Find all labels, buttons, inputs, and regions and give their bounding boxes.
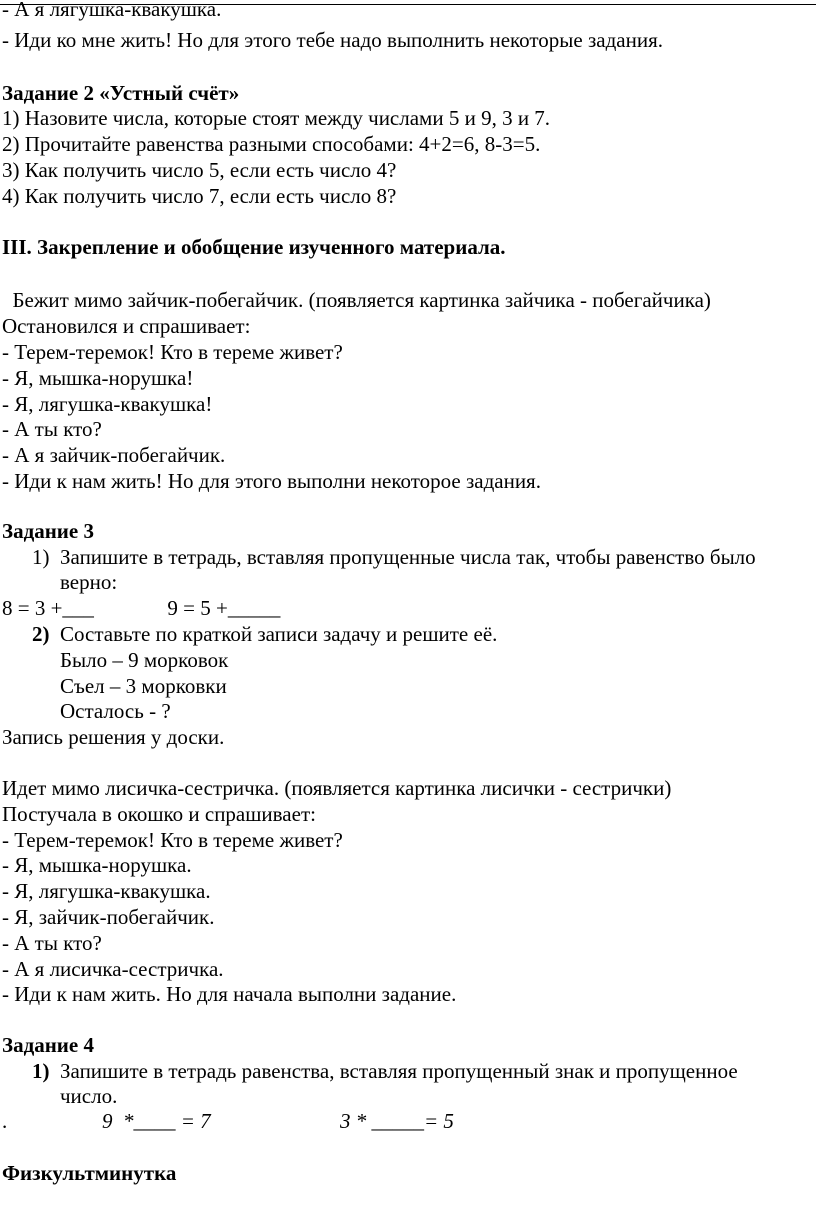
task3-heading: Задание 3 <box>2 519 94 543</box>
hare-line: Остановился и спрашивает: <box>2 314 251 338</box>
task3-short-note: Осталось - ? <box>60 699 171 723</box>
hare-intro: Бежит мимо зайчик-побегайчик. (появляется картинка зайчика - побегайчика) <box>2 288 711 312</box>
hare-line: - Иди к нам жить! Но для этого выполни некоторое задания. <box>2 469 541 493</box>
fox-line: - Я, лягушка-квакушка. <box>2 879 211 903</box>
fox-line: - Иди к нам жить. Но для начала выполни задание. <box>2 982 457 1006</box>
task4-heading: Задание 4 <box>2 1033 94 1057</box>
fox-line: - Терем-теремок! Кто в тереме живет? <box>2 828 343 852</box>
section3-heading: III. Закрепление и обобщение изученного материала. <box>2 235 506 259</box>
hare-line: - А я зайчик-побегайчик. <box>2 443 226 467</box>
hare-line: - Терем-теремок! Кто в тереме живет? <box>2 340 343 364</box>
fox-line: - А я лисичка-сестричка. <box>2 957 224 981</box>
task3-equations: 8 = 3 +___ 9 = 5 +_____ <box>2 596 281 620</box>
task3-item1-cont: верно: <box>60 570 118 594</box>
task2-item: 2) Прочитайте равенства разными способами: 4+2=6, 8-3=5. <box>2 132 541 156</box>
task3-short-note: Съел – 3 морковки <box>60 674 227 698</box>
fox-line: - Я, мышка-норушка. <box>2 853 192 877</box>
list-number: 2) <box>32 622 50 646</box>
task2-item: 4) Как получить число 7, если есть число 8? <box>2 184 397 208</box>
task3-item2: Составьте по краткой записи задачу и решите её. <box>60 622 498 646</box>
task2-heading: Задание 2 «Устный счёт» <box>2 81 240 105</box>
fox-intro: Идет мимо лисичка-сестричка. (появляется картинка лисички - сестрички) <box>2 776 672 800</box>
task2-item: 3) Как получить число 5, если есть число 4? <box>2 158 397 182</box>
task4-item1-cont: число. <box>60 1084 118 1108</box>
task3-item1: Запишите в тетрадь, вставляя пропущенные числа так, чтобы равенство было <box>60 545 756 569</box>
dialog-line: - Иди ко мне жить! Но для этого тебе надо выполнить некоторые задания. <box>2 28 663 52</box>
task3-note: Запись решения у доски. <box>2 725 225 749</box>
hare-line: - Я, мышка-норушка! <box>2 366 194 390</box>
fox-line: - А ты кто? <box>2 931 102 955</box>
hare-line: - А ты кто? <box>2 417 102 441</box>
hare-line: - Я, лягушка-квакушка! <box>2 392 213 416</box>
task4-equation: 9 *____ = 7 <box>102 1109 211 1133</box>
task2-item: 1) Назовите числа, которые стоят между числами 5 и 9, 3 и 7. <box>2 106 551 130</box>
task4-dot: . <box>2 1109 8 1133</box>
fizminutka-heading: Физкультминутка <box>2 1161 177 1185</box>
list-number: 1) <box>32 545 50 569</box>
task4-equation: 3 * _____= 5 <box>340 1109 454 1133</box>
dialog-line: - А я лягушка-квакушка. <box>2 0 222 21</box>
fox-line: - Я, зайчик-побегайчик. <box>2 905 215 929</box>
task4-item1: Запишите в тетрадь равенства, вставляя пропущенный знак и пропущенное <box>60 1059 738 1083</box>
fox-line: Постучала в окошко и спрашивает: <box>2 802 316 826</box>
task3-short-note: Было – 9 морковок <box>60 648 229 672</box>
list-number: 1) <box>32 1059 50 1083</box>
